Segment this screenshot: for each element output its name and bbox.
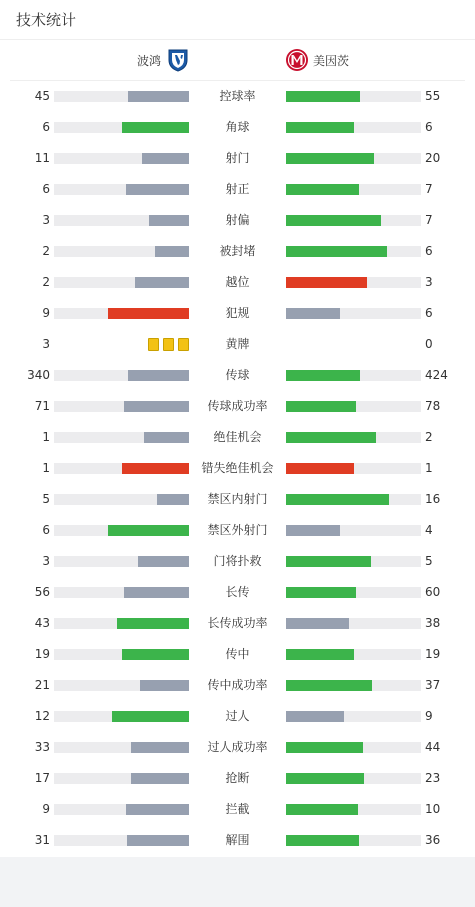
home-bar-track xyxy=(54,525,189,536)
stat-label: 禁区内射门 xyxy=(207,492,268,506)
home-bar-fill xyxy=(108,308,189,319)
away-bar-track xyxy=(286,618,421,629)
home-bar-track xyxy=(54,370,189,381)
home-bar-track xyxy=(54,463,189,474)
stat-label: 射门 xyxy=(225,151,250,165)
away-bar-track xyxy=(286,122,421,133)
yellow-card-icon xyxy=(178,338,189,351)
home-value: 33 xyxy=(34,740,50,754)
away-bar-track xyxy=(286,742,421,753)
away-bar-track xyxy=(286,277,421,288)
away-bar-fill xyxy=(286,804,358,815)
away-value: 10 xyxy=(425,802,441,816)
away-bar-fill xyxy=(286,277,367,288)
home-value: 3 xyxy=(42,213,50,227)
home-value: 71 xyxy=(34,399,50,413)
away-value: 4 xyxy=(425,523,433,537)
stat-row xyxy=(0,143,475,174)
away-bar-track xyxy=(286,153,421,164)
home-team-name: 波鸿 xyxy=(136,53,161,68)
home-bar-track xyxy=(54,711,189,722)
away-value: 37 xyxy=(425,678,441,692)
away-value: 23 xyxy=(425,771,441,785)
stat-row xyxy=(0,236,475,267)
stat-row xyxy=(0,763,475,794)
home-bar-track xyxy=(54,494,189,505)
stat-label: 解围 xyxy=(225,833,250,847)
away-bar-fill xyxy=(286,463,354,474)
away-team[interactable] xyxy=(285,40,349,80)
away-value: 6 xyxy=(425,120,433,134)
away-value: 3 xyxy=(425,275,433,289)
home-bar-track xyxy=(54,308,189,319)
home-value: 340 xyxy=(27,368,50,382)
away-bar-fill xyxy=(286,401,356,412)
home-bar-fill xyxy=(138,556,189,567)
stat-row xyxy=(0,608,475,639)
home-yellow-cards xyxy=(148,338,189,351)
home-bar-fill xyxy=(122,463,190,474)
home-value: 9 xyxy=(42,802,50,816)
stat-label: 黄牌 xyxy=(225,337,250,351)
stat-label: 传中成功率 xyxy=(207,678,268,692)
stat-label: 过人成功率 xyxy=(207,740,268,754)
away-bar-track xyxy=(286,308,421,319)
yellow-card-icon xyxy=(148,338,159,351)
away-bar-fill xyxy=(286,184,359,195)
stat-label: 绝佳机会 xyxy=(213,430,262,444)
home-bar-fill xyxy=(128,91,189,102)
away-bar-fill xyxy=(286,680,372,691)
away-bar-track xyxy=(286,649,421,660)
away-bar-fill xyxy=(286,370,360,381)
home-bar-track xyxy=(54,680,189,691)
away-bar-track xyxy=(286,711,421,722)
home-bar-fill xyxy=(149,215,190,226)
stat-row xyxy=(0,577,475,608)
away-bar-fill xyxy=(286,432,376,443)
stat-row xyxy=(0,701,475,732)
home-bar-fill xyxy=(108,525,189,536)
home-value: 1 xyxy=(42,430,50,444)
home-value: 6 xyxy=(42,523,50,537)
away-bar-fill xyxy=(286,773,364,784)
away-value: 19 xyxy=(425,647,441,661)
stat-label: 长传成功率 xyxy=(207,616,268,630)
away-value: 1 xyxy=(425,461,433,475)
page-title: 技术统计 xyxy=(0,0,475,40)
stat-label: 抢断 xyxy=(225,771,250,785)
stat-label: 拦截 xyxy=(225,802,250,816)
stat-row xyxy=(0,639,475,670)
away-team-name: 美因茨 xyxy=(313,53,350,68)
home-value: 3 xyxy=(42,337,50,351)
bochum-crest-icon xyxy=(166,48,190,72)
home-bar-track xyxy=(54,742,189,753)
away-bar-track xyxy=(286,680,421,691)
stat-row xyxy=(0,360,475,391)
home-bar-track xyxy=(54,773,189,784)
away-bar-track xyxy=(286,401,421,412)
stat-row xyxy=(0,422,475,453)
home-bar-fill xyxy=(117,618,189,629)
away-bar-track xyxy=(286,587,421,598)
away-bar-fill xyxy=(286,525,340,536)
stat-row xyxy=(0,391,475,422)
home-bar-track xyxy=(54,122,189,133)
stat-label: 越位 xyxy=(225,275,250,289)
home-bar-fill xyxy=(127,835,189,846)
home-bar-fill xyxy=(155,246,189,257)
home-bar-track xyxy=(54,587,189,598)
stat-row xyxy=(0,298,475,329)
home-bar-fill xyxy=(112,711,189,722)
home-value: 31 xyxy=(34,833,50,847)
away-bar-fill xyxy=(286,649,354,660)
stat-row xyxy=(0,794,475,825)
away-bar-fill xyxy=(286,153,374,164)
stat-row xyxy=(0,484,475,515)
away-value: 2 xyxy=(425,430,433,444)
stat-row xyxy=(0,112,475,143)
away-bar-track xyxy=(286,494,421,505)
stat-row xyxy=(0,453,475,484)
away-bar-fill xyxy=(286,835,359,846)
stat-label: 传球成功率 xyxy=(207,399,268,413)
away-value: 20 xyxy=(425,151,441,165)
stat-label: 错失绝佳机会 xyxy=(201,461,274,475)
away-bar-fill xyxy=(286,711,344,722)
stats-list xyxy=(0,81,475,856)
home-value: 9 xyxy=(42,306,50,320)
stat-row xyxy=(0,174,475,205)
home-bar-fill xyxy=(124,587,189,598)
away-bar-track xyxy=(286,835,421,846)
stat-label: 被封堵 xyxy=(219,244,256,258)
stat-label: 禁区外射门 xyxy=(207,523,268,537)
away-value: 38 xyxy=(425,616,441,630)
home-bar-fill xyxy=(135,277,189,288)
away-bar-track xyxy=(286,463,421,474)
home-bar-track xyxy=(54,618,189,629)
stat-label: 传中 xyxy=(225,647,250,661)
stat-row xyxy=(0,546,475,577)
away-value: 55 xyxy=(425,89,441,103)
home-value: 1 xyxy=(42,461,50,475)
stat-label: 过人 xyxy=(225,709,250,723)
away-bar-track xyxy=(286,184,421,195)
away-value: 9 xyxy=(425,709,433,723)
stat-label: 射偏 xyxy=(225,213,250,227)
away-bar-track xyxy=(286,246,421,257)
away-value: 78 xyxy=(425,399,441,413)
home-bar-track xyxy=(54,432,189,443)
stat-label: 长传 xyxy=(225,585,250,599)
away-bar-track xyxy=(286,804,421,815)
away-value: 7 xyxy=(425,182,433,196)
stat-label: 控球率 xyxy=(219,89,256,103)
home-bar-track xyxy=(54,277,189,288)
home-value: 21 xyxy=(34,678,50,692)
stat-row xyxy=(0,670,475,701)
home-bar-fill xyxy=(142,153,189,164)
home-bar-track xyxy=(54,556,189,567)
home-bar-track xyxy=(54,91,189,102)
stat-label: 门将扑救 xyxy=(213,554,262,568)
home-value: 45 xyxy=(34,89,50,103)
away-bar-fill xyxy=(286,308,340,319)
away-bar-track xyxy=(286,370,421,381)
away-value: 6 xyxy=(425,306,433,320)
stat-row xyxy=(0,329,475,360)
away-bar-fill xyxy=(286,122,354,133)
home-bar-track xyxy=(54,649,189,660)
away-value: 5 xyxy=(425,554,433,568)
home-bar-track xyxy=(54,215,189,226)
stat-row xyxy=(0,267,475,298)
home-team[interactable] xyxy=(137,40,190,80)
stat-label: 角球 xyxy=(225,120,250,134)
away-bar-track xyxy=(286,556,421,567)
home-bar-fill xyxy=(128,370,189,381)
home-bar-track xyxy=(54,835,189,846)
away-value: 16 xyxy=(425,492,441,506)
home-value: 3 xyxy=(42,554,50,568)
away-bar-track xyxy=(286,215,421,226)
home-bar-track xyxy=(54,153,189,164)
away-bar-fill xyxy=(286,215,381,226)
away-bar-fill xyxy=(286,618,349,629)
stat-row xyxy=(0,515,475,546)
home-bar-fill xyxy=(140,680,189,691)
away-bar-fill xyxy=(286,556,371,567)
away-bar-fill xyxy=(286,587,356,598)
home-bar-track xyxy=(54,246,189,257)
home-bar-fill xyxy=(122,122,190,133)
away-bar-fill xyxy=(286,494,389,505)
stat-label: 犯规 xyxy=(225,306,250,320)
home-value: 56 xyxy=(34,585,50,599)
stat-row xyxy=(0,205,475,236)
stat-row xyxy=(0,825,475,856)
home-value: 43 xyxy=(34,616,50,630)
home-value: 12 xyxy=(34,709,50,723)
home-bar-fill xyxy=(131,773,189,784)
away-value: 424 xyxy=(425,368,448,382)
home-bar-fill xyxy=(122,649,190,660)
home-bar-fill xyxy=(131,742,189,753)
away-bar-track xyxy=(286,525,421,536)
home-bar-track xyxy=(54,804,189,815)
away-value: 0 xyxy=(425,337,433,351)
away-value: 36 xyxy=(425,833,441,847)
mainz-crest-icon xyxy=(285,48,309,72)
away-value: 6 xyxy=(425,244,433,258)
home-value: 19 xyxy=(34,647,50,661)
away-value: 60 xyxy=(425,585,441,599)
away-bar-fill xyxy=(286,742,363,753)
home-value: 6 xyxy=(42,120,50,134)
home-value: 2 xyxy=(42,275,50,289)
home-bar-fill xyxy=(124,401,189,412)
home-value: 5 xyxy=(42,492,50,506)
away-bar-track xyxy=(286,432,421,443)
home-bar-track xyxy=(54,184,189,195)
away-bar-fill xyxy=(286,91,360,102)
home-value: 11 xyxy=(34,151,50,165)
home-bar-fill xyxy=(144,432,189,443)
stat-label: 传球 xyxy=(225,368,250,382)
stat-row xyxy=(0,81,475,112)
away-value: 44 xyxy=(425,740,441,754)
home-bar-fill xyxy=(157,494,189,505)
home-value: 17 xyxy=(34,771,50,785)
stat-label: 射正 xyxy=(225,182,250,196)
yellow-card-icon xyxy=(163,338,174,351)
home-bar-track xyxy=(54,401,189,412)
home-bar-fill xyxy=(126,184,189,195)
away-bar-fill xyxy=(286,246,387,257)
home-value: 2 xyxy=(42,244,50,258)
home-bar-fill xyxy=(126,804,189,815)
away-bar-track xyxy=(286,773,421,784)
home-value: 6 xyxy=(42,182,50,196)
away-value: 7 xyxy=(425,213,433,227)
stat-row xyxy=(0,732,475,763)
away-bar-track xyxy=(286,91,421,102)
teams-header xyxy=(10,40,465,81)
